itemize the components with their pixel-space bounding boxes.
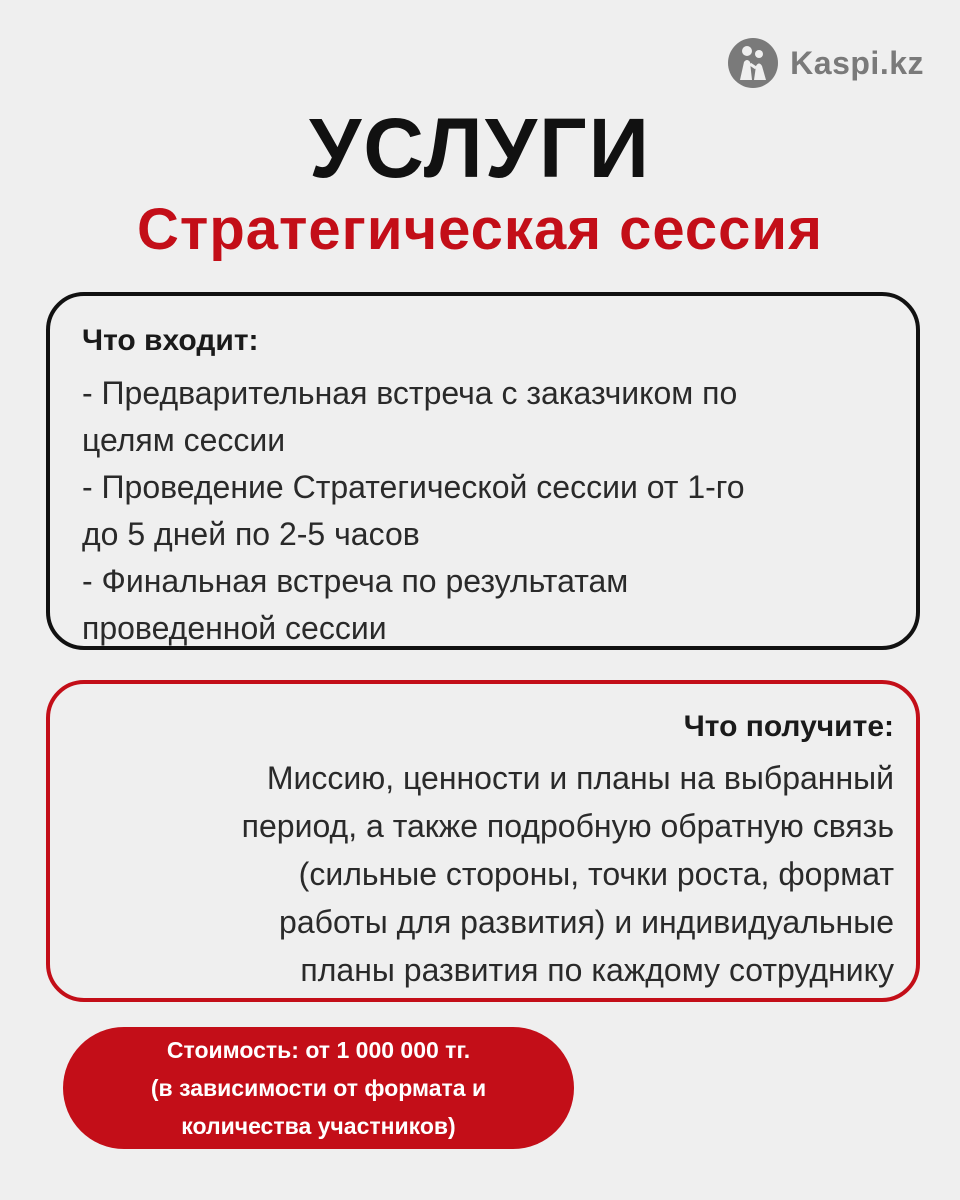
includes-line: - Предварительная встреча с заказчиком по [82,375,738,411]
price-badge [63,1027,574,1149]
price-line: (в зависимости от формата и [150,1075,487,1101]
price-line: Стоимость: от 1 000 000 тг. [166,1037,471,1063]
results-line: планы развития по каждому сотруднику [300,952,894,988]
includes-line: целям сессии [82,422,286,458]
results-line: период, а также подробную обратную связь [241,808,894,844]
results-line: Миссию, ценности и планы на выбранный [266,760,894,796]
includes-heading: Что входит: [82,324,259,357]
results-heading: Что получите: [683,710,894,743]
includes-line: до 5 дней по 2-5 часов [82,516,420,552]
results-line: работы для развития) и индивидуальные [279,904,894,940]
includes-line: - Финальная встреча по результатам [82,563,629,599]
includes-line: - Проведение Стратегической сессии от 1-го [82,469,745,505]
includes-card [46,292,920,650]
page-title: УСЛУГИ [308,101,651,195]
price-line: количества участников) [181,1113,456,1139]
kaspi-logo-icon [728,38,778,88]
brand-name: Kaspi.kz [790,44,924,81]
results-line: (сильные стороны, точки роста, формат [298,856,894,892]
brand-logo [728,38,924,88]
results-card [46,680,920,1002]
includes-line: проведенной сессии [82,610,387,646]
page-subtitle: Стратегическая сессия [137,197,823,262]
